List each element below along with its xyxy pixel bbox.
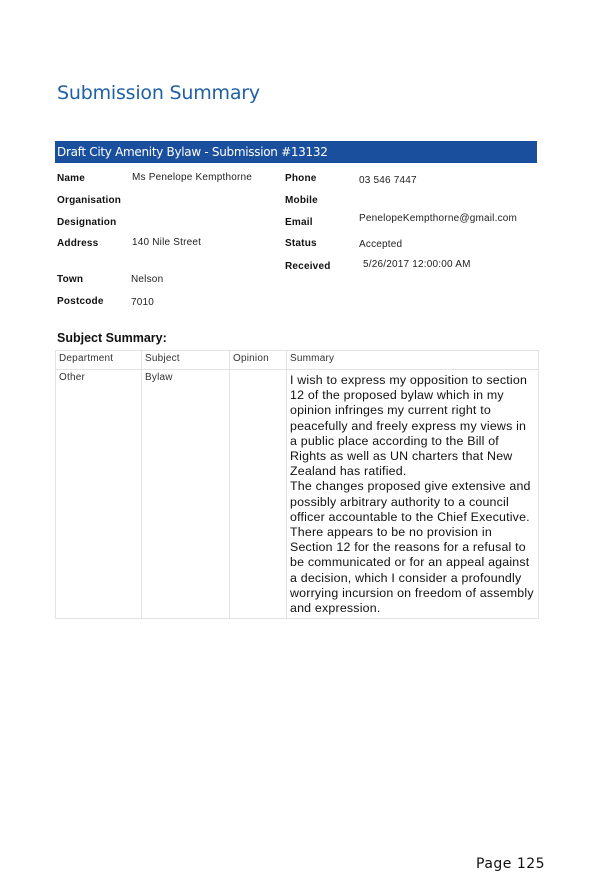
page-title: Submission Summary — [57, 82, 260, 104]
status-value: Accepted — [359, 239, 403, 250]
postcode-label: Postcode — [57, 296, 104, 307]
organisation-label: Organisation — [57, 195, 122, 206]
name-value: Ms Penelope Kempthorne — [132, 172, 253, 183]
designation-label: Designation — [57, 217, 117, 228]
town-label: Town — [57, 274, 84, 285]
cell-subject: Bylaw — [142, 370, 230, 619]
cell-opinion — [230, 370, 287, 619]
address-label: Address — [57, 238, 99, 249]
page-number: Page 125 — [476, 856, 546, 872]
phone-value: 03 546 7447 — [359, 175, 417, 186]
name-label: Name — [57, 173, 86, 184]
column-header-department: Department — [56, 351, 142, 370]
submission-banner: Draft City Amenity Bylaw - Submission #13132 — [55, 141, 537, 163]
email-value: PenelopeKempthorne@gmail.com — [359, 213, 518, 224]
address-value: 140 Nile Street — [132, 237, 202, 248]
table-header-row — [56, 351, 539, 370]
town-value: Nelson — [131, 274, 164, 285]
column-header-opinion: Opinion — [230, 351, 287, 370]
cell-department: Other — [56, 370, 142, 619]
cell-summary: I wish to express my opposition to section 12 of the proposed bylaw which in my opinion infringes my current right to peacefully and freely express my views in a public place according to the Bill of Rights as well as UN charters that New Zealand has ratified. The changes proposed give extensive and possibly arbitrary authority to a council officer accountable to the Chief Executive. There appears to be no provision in Section 12 for the reasons for a refusal to be communicated or for an appeal against a decision, which I consider a profoundly worrying incursion on freedom of assembly and expression. — [287, 370, 539, 619]
mobile-label: Mobile — [285, 195, 318, 206]
phone-label: Phone — [285, 173, 317, 184]
status-label: Status — [285, 238, 317, 249]
subject-summary-heading: Subject Summary: — [57, 331, 167, 345]
column-header-subject: Subject — [142, 351, 230, 370]
subject-summary-table — [55, 350, 539, 619]
email-label: Email — [285, 217, 313, 228]
column-header-summary: Summary — [287, 351, 539, 370]
received-label: Received — [285, 261, 331, 272]
table-row — [56, 370, 539, 619]
received-value: 5/26/2017 12:00:00 AM — [363, 259, 471, 270]
postcode-value: 7010 — [131, 297, 155, 308]
